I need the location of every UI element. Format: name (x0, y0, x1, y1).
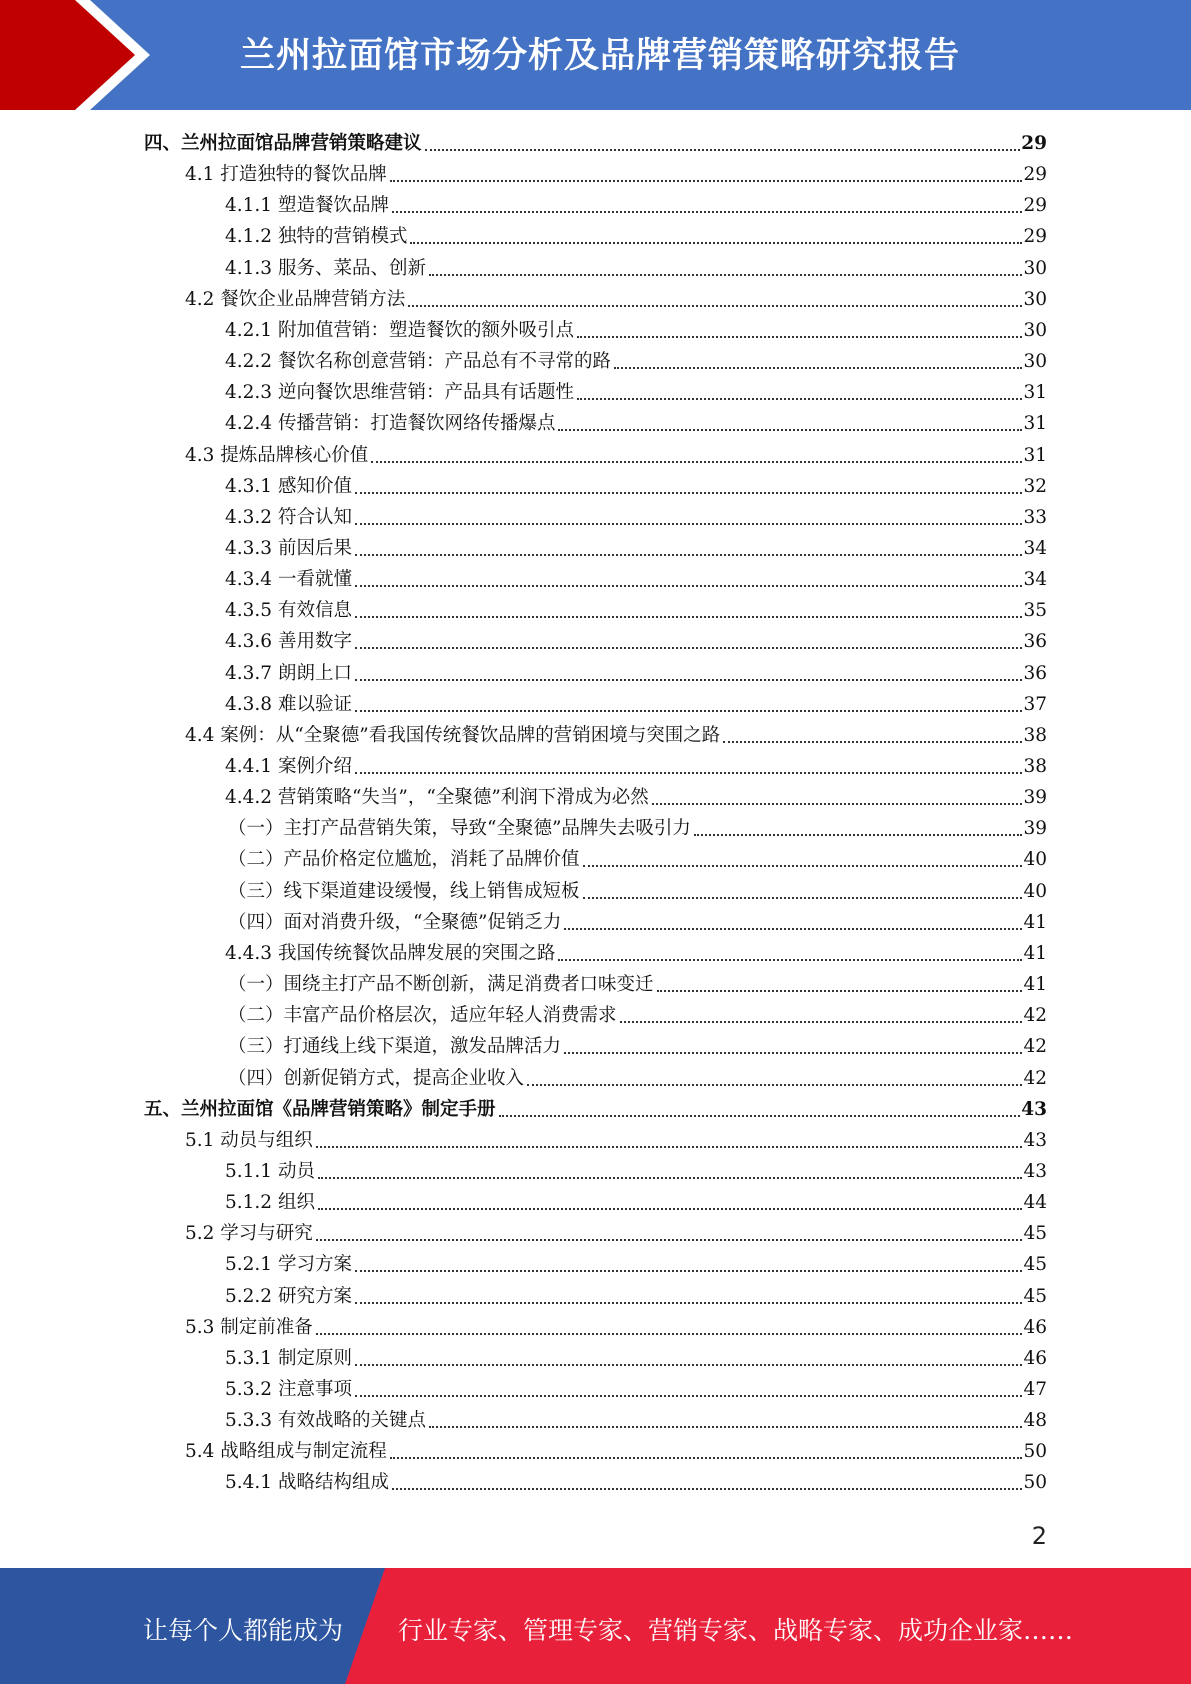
toc-entry-page: 43 (1023, 1129, 1047, 1151)
toc-dot-leader (583, 864, 1023, 867)
toc-entry-page: 42 (1023, 1067, 1047, 1089)
toc-dot-leader (355, 771, 1023, 774)
toc-dot-leader (355, 709, 1023, 712)
toc-entry-page: 48 (1023, 1410, 1047, 1432)
toc-entry[interactable] (228, 813, 1047, 844)
toc-entry-page: 39 (1023, 787, 1047, 809)
toc-entry-title: （四）面对消费升级，“全聚德”促销乏力 (228, 911, 562, 933)
toc-entry[interactable] (225, 221, 1047, 252)
toc-dot-leader (614, 366, 1022, 369)
toc-entry[interactable] (185, 440, 1047, 471)
toc-entry[interactable] (225, 1156, 1047, 1187)
toc-dot-leader (355, 522, 1023, 525)
toc-dot-leader (355, 1394, 1023, 1397)
toc-entry-title: 5.3 制定前准备 (185, 1316, 313, 1338)
toc-entry[interactable] (225, 1405, 1047, 1436)
toc-entry-page: 41 (1023, 974, 1047, 996)
toc-entry-title: 5.1 动员与组织 (185, 1129, 313, 1151)
toc-entry-page: 33 (1023, 506, 1047, 528)
document-title: 兰州拉面馆市场分析及品牌营销策略研究报告 (240, 36, 961, 76)
toc-entry-title: 5.1.1 动员 (225, 1160, 315, 1182)
toc-entry-page: 38 (1023, 724, 1047, 746)
toc-entry-title: （一）主打产品营销失策，导致“全聚德”品牌失去吸引力 (228, 818, 691, 840)
toc-entry-page: 42 (1023, 1005, 1047, 1027)
toc-dot-leader (392, 210, 1022, 213)
toc-entry[interactable] (228, 844, 1047, 875)
toc-entry[interactable] (185, 159, 1047, 190)
toc-entry-title: 4.2.3 逆向餐饮思维营销：产品具有话题性 (225, 382, 574, 404)
toc-dot-leader (652, 802, 1023, 805)
toc-entry[interactable] (225, 502, 1047, 533)
toc-entry-page: 30 (1023, 288, 1047, 310)
toc-entry-page: 31 (1023, 413, 1047, 435)
toc-dot-leader (355, 646, 1023, 649)
toc-dot-leader (355, 1269, 1023, 1272)
toc-dot-leader (577, 335, 1022, 338)
toc-entry-page: 29 (1023, 164, 1047, 186)
toc-entry-title: （二）产品价格定位尴尬，消耗了品牌价值 (228, 849, 580, 871)
toc-dot-leader (355, 615, 1023, 618)
toc-entry[interactable] (225, 564, 1047, 595)
toc-entry-title: 4.3.4 一看就懂 (225, 569, 352, 591)
toc-entry[interactable] (225, 658, 1047, 689)
toc-dot-leader (558, 428, 1022, 431)
toc-dot-leader (316, 1332, 1023, 1335)
toc-entry-title: 4.3.7 朗朗上口 (225, 662, 352, 684)
toc-entry[interactable] (225, 751, 1047, 782)
toc-entry-page: 30 (1023, 257, 1047, 279)
toc-entry[interactable] (144, 1094, 1047, 1125)
toc-dot-leader (316, 1238, 1023, 1241)
toc-entry-page: 36 (1023, 662, 1047, 684)
toc-entry-title: （三）打通线上线下渠道，激发品牌活力 (228, 1036, 562, 1058)
toc-entry[interactable] (228, 1063, 1047, 1094)
toc-entry-page: 45 (1023, 1223, 1047, 1245)
toc-entry[interactable] (225, 938, 1047, 969)
toc-entry-title: 4.1.3 服务、菜品、创新 (225, 257, 426, 279)
toc-entry-title: 5.1.2 组织 (225, 1192, 315, 1214)
toc-entry-page: 30 (1023, 319, 1047, 341)
toc-entry-title: 4.3.3 前因后果 (225, 537, 352, 559)
toc-dot-leader (355, 491, 1023, 494)
toc-dot-leader (429, 273, 1022, 276)
toc-entry-page: 47 (1023, 1379, 1047, 1400)
toc-dot-leader (564, 927, 1022, 930)
toc-entry-page: 40 (1023, 849, 1047, 871)
toc-entry-page: 29 (1023, 195, 1047, 217)
toc-entry-title: 5.4 战略组成与制定流程 (185, 1441, 387, 1463)
toc-entry-title: 4.2 餐饮企业品牌营销方法 (185, 288, 406, 310)
toc-entry-page: 29 (1023, 226, 1047, 248)
toc-entry-title: （四）创新促销方式，提高企业收入 (228, 1067, 525, 1089)
toc-entry-title: 4.4 案例：从“全聚德”看我国传统餐饮品牌的营销困境与突围之路 (185, 724, 721, 746)
toc-dot-leader (429, 1425, 1022, 1428)
toc-dot-leader (564, 1051, 1022, 1054)
toc-entry-title: （二）丰富产品价格层次，适应年轻人消费需求 (228, 1005, 617, 1027)
toc-entry-page: 50 (1023, 1441, 1047, 1463)
toc-entry[interactable] (185, 284, 1047, 315)
toc-dot-leader (355, 1363, 1023, 1366)
toc-entry-title: 4.3.2 符合认知 (225, 506, 352, 528)
toc-entry[interactable] (225, 315, 1047, 346)
toc-entry[interactable] (225, 471, 1047, 502)
toc-entry-title: 4.1 打造独特的餐饮品牌 (185, 164, 387, 186)
toc-entry[interactable] (225, 1249, 1047, 1280)
toc-entry-title: 四、兰州拉面馆品牌营销策略建议 (144, 133, 422, 154)
toc-entry-title: 5.2 学习与研究 (185, 1223, 313, 1245)
toc-entry[interactable] (225, 253, 1047, 284)
toc-dot-leader (620, 1020, 1023, 1023)
header-bar (0, 0, 1191, 110)
toc-entry-page: 41 (1023, 911, 1047, 933)
toc-dot-leader (390, 1456, 1023, 1459)
toc-dot-leader (425, 148, 1021, 151)
toc-entry-page: 46 (1023, 1316, 1047, 1338)
toc-entry-page: 32 (1023, 475, 1047, 497)
toc-entry-page: 37 (1023, 693, 1047, 715)
toc-entry-title: 5.3.1 制定原则 (225, 1347, 352, 1369)
toc-dot-leader (583, 896, 1023, 899)
toc-entry[interactable] (225, 533, 1047, 564)
toc-entry-title: 4.4.3 我国传统餐饮品牌发展的突围之路 (225, 942, 556, 964)
toc-entry-title: 4.4.1 案例介绍 (225, 756, 352, 777)
toc-dot-leader (355, 1301, 1023, 1304)
toc-dot-leader (355, 584, 1023, 587)
toc-entry[interactable] (185, 720, 1047, 751)
toc-dot-leader (355, 553, 1023, 556)
toc-entry-page: 43 (1021, 1098, 1047, 1120)
toc-entry[interactable] (225, 1187, 1047, 1218)
footer-slogan-right: 行业专家、管理专家、营销专家、战略专家、成功企业家…… (398, 1616, 1074, 1645)
toc-entry-title: 4.2.4 传播营销：打造餐饮网络传播爆点 (225, 413, 556, 435)
toc-entry[interactable] (225, 190, 1047, 221)
toc-entry-title: 4.1.1 塑造餐饮品牌 (225, 195, 389, 217)
toc-dot-leader (410, 241, 1022, 244)
toc-entry-page: 35 (1023, 600, 1047, 622)
toc-entry[interactable] (228, 1000, 1047, 1031)
toc-entry[interactable] (228, 907, 1047, 938)
toc-entry-title: 4.2.2 餐饮名称创意营销：产品总有不寻常的路 (225, 351, 611, 373)
toc-entry-title: 5.3.2 注意事项 (225, 1379, 352, 1400)
toc-entry[interactable] (185, 1436, 1047, 1467)
toc-dot-leader (318, 1176, 1023, 1179)
toc-entry[interactable] (225, 595, 1047, 626)
toc-entry[interactable] (228, 1031, 1047, 1062)
toc-entry-title: 4.2.1 附加值营销：塑造餐饮的额外吸引点 (225, 319, 574, 341)
toc-entry-page: 29 (1021, 133, 1047, 154)
toc-entry-title: 5.4.1 战略结构组成 (225, 1472, 389, 1494)
footer-bar (0, 1568, 1191, 1684)
toc-entry-title: （一）围绕主打产品不断创新，满足消费者口味变迁 (228, 974, 654, 996)
toc-entry-title: 五、兰州拉面馆《品牌营销策略》制定手册 (144, 1098, 496, 1120)
toc-entry-title: 5.2.1 学习方案 (225, 1254, 352, 1276)
toc-entry[interactable] (225, 1374, 1047, 1405)
toc-entry[interactable] (225, 689, 1047, 720)
header-arrow-red (0, 0, 135, 110)
toc-dot-leader (318, 1207, 1023, 1210)
toc-entry[interactable] (225, 1281, 1047, 1312)
toc-dot-leader (558, 958, 1022, 961)
toc-entry[interactable] (225, 782, 1047, 813)
toc-entry[interactable] (225, 346, 1047, 377)
toc-entry-title: （三）线下渠道建设缓慢，线上销售成短板 (228, 880, 580, 902)
toc-entry[interactable] (225, 626, 1047, 657)
toc-dot-leader (390, 179, 1023, 182)
toc-entry-page: 36 (1023, 631, 1047, 653)
toc-entry-page: 42 (1023, 1036, 1047, 1058)
toc-dot-leader (355, 678, 1023, 681)
toc-dot-leader (316, 1145, 1023, 1148)
toc-dot-leader (694, 833, 1023, 836)
toc-dot-leader (657, 989, 1023, 992)
toc-entry-page: 43 (1023, 1160, 1047, 1182)
toc-entry-page: 30 (1023, 351, 1047, 373)
toc-dot-leader (723, 740, 1022, 743)
toc-entry-page: 41 (1023, 942, 1047, 964)
toc-entry-page: 31 (1023, 444, 1047, 466)
toc-dot-leader (527, 1083, 1022, 1086)
toc-entry-title: 5.3.3 有效战略的关键点 (225, 1410, 426, 1432)
toc-entry-page: 31 (1023, 382, 1047, 404)
toc-entry-page: 50 (1023, 1472, 1047, 1494)
page-number: 2 (1031, 1522, 1047, 1550)
toc-entry-title: 5.2.2 研究方案 (225, 1285, 352, 1307)
toc-entry-title: 4.3 提炼品牌核心价值 (185, 444, 369, 466)
toc-entry[interactable] (185, 1312, 1047, 1343)
toc-entry[interactable] (225, 1467, 1047, 1498)
toc-dot-leader (371, 460, 1022, 463)
toc-entry-page: 46 (1023, 1347, 1047, 1369)
toc-entry-title: 4.4.2 营销策略“失当”，“全聚德”利润下滑成为必然 (225, 787, 649, 809)
toc-entry-page: 44 (1023, 1192, 1047, 1214)
toc-entry-page: 40 (1023, 880, 1047, 902)
toc-entry[interactable] (225, 377, 1047, 408)
toc-entry[interactable] (185, 1218, 1047, 1249)
toc-entry-page: 38 (1023, 756, 1047, 777)
toc-entry-page: 45 (1023, 1254, 1047, 1276)
toc-entry-page: 34 (1023, 537, 1047, 559)
toc-entry[interactable] (228, 969, 1047, 1000)
toc-entry[interactable] (225, 408, 1047, 439)
footer-slogan-left: 让每个人都能成为 (143, 1616, 344, 1645)
toc-entry-page: 39 (1023, 818, 1047, 840)
toc-dot-leader (408, 304, 1022, 307)
toc-entry-title: 4.3.8 难以验证 (225, 693, 352, 715)
toc-entry[interactable] (228, 876, 1047, 907)
toc-entry-title: 4.1.2 独特的营销模式 (225, 226, 408, 248)
toc-entry[interactable] (144, 128, 1047, 159)
toc-entry[interactable] (225, 1343, 1047, 1374)
toc-dot-leader (499, 1114, 1021, 1117)
toc-dot-leader (577, 397, 1022, 400)
toc-dot-leader (392, 1487, 1022, 1490)
toc-entry-page: 34 (1023, 569, 1047, 591)
toc-entry[interactable] (185, 1125, 1047, 1156)
toc-entry-title: 4.3.6 善用数字 (225, 631, 352, 653)
toc-entry-title: 4.3.5 有效信息 (225, 600, 352, 622)
toc-entry-title: 4.3.1 感知价值 (225, 475, 352, 497)
toc-entry-page: 45 (1023, 1285, 1047, 1307)
